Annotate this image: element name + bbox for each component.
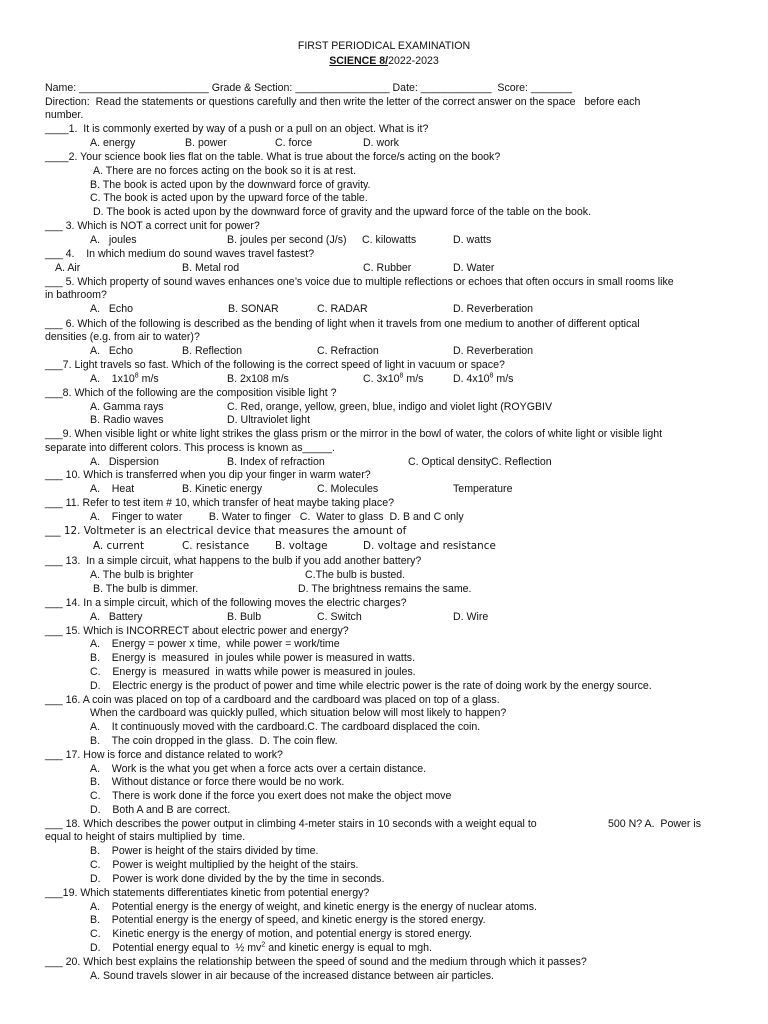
q2-option-c: C. The book is acted upon by the upward force of the table. bbox=[90, 192, 368, 204]
q3-option-a: A. joules bbox=[90, 234, 137, 246]
q7-option-a: A. $1x10^8$ m/s bbox=[90, 372, 159, 385]
q3-option-b: B. joules per second (J/s) bbox=[227, 234, 347, 246]
q6-stem-line-2: densities (e.g. from air to water)? bbox=[45, 331, 200, 343]
q7-option-b: B. 2x108 m/s bbox=[227, 373, 289, 385]
q7-option-c: C. $3x10^8$ m/s bbox=[363, 372, 424, 385]
q11-stem: ___ 11. Refer to test item # 10, which transfer of heat maybe taking place? bbox=[45, 497, 395, 509]
q13-option-d: D. The brightness remains the same. bbox=[298, 583, 472, 595]
exam-title: FIRST PERIODICAL EXAMINATION bbox=[297, 40, 471, 52]
q1-stem: ____1. It is commonly exerted by way of a push or a pull on an object. What is it? bbox=[45, 123, 429, 135]
q2-option-b: B. The book is acted upon by the downward force of gravity. bbox=[90, 179, 371, 191]
q8-option-b: B. Radio waves bbox=[90, 414, 164, 426]
q5-option-c: C. RADAR bbox=[317, 303, 368, 315]
q18-stem-line-2: equal to height of stairs multiplied by time. bbox=[45, 831, 246, 843]
q20-stem: ___ 20. Which best explains the relationship between the speed of sound and the medium through which it passes? bbox=[45, 956, 587, 968]
q16-options-a-c: A. It continuously moved with the cardboard.C. The cardboard displaced the coin. bbox=[90, 721, 481, 733]
q8-option-d: D. Ultraviolet light bbox=[227, 414, 311, 426]
q17-stem: ___ 17. How is force and distance related to work? bbox=[45, 749, 283, 761]
q17-option-a: A. Work is the what you get when a force acts over a certain distance. bbox=[90, 763, 427, 775]
q16-stem-line-2: When the cardboard was quickly pulled, which situation below will most likely to happen? bbox=[90, 707, 507, 719]
school-year: 2022-2023 bbox=[388, 55, 439, 67]
q15-stem: ___ 15. Which is INCORRECT about electric power and energy? bbox=[45, 625, 349, 637]
q19-option-c: C. Kinetic energy is the energy of motion, and potential energy is stored energy. bbox=[90, 928, 472, 940]
q1-option-d: D. work bbox=[363, 137, 399, 149]
q6-option-c: C. Refraction bbox=[317, 345, 379, 357]
direction-line-2: number. bbox=[45, 109, 84, 121]
q11-options: A. Finger to water B. Water to finger C. Water to glass D. B and C only bbox=[90, 511, 464, 523]
q9-stem-line-2: separate into different colors. This process is known as_____. bbox=[45, 442, 335, 454]
q9-option-cd: C. Optical densityC. Reflection bbox=[408, 456, 552, 468]
q10-option-d: Temperature bbox=[453, 483, 513, 495]
q18-option-b: B. Power is height of the stairs divided by time. bbox=[90, 845, 319, 857]
q15-option-b: B. Energy is measured in joules while power is measured in watts. bbox=[90, 652, 416, 664]
q13-option-a: A. The bulb is brighter bbox=[90, 569, 194, 581]
subject-label: SCIENCE 8/ bbox=[329, 55, 389, 67]
q19-option-a: A. Potential energy is the energy of weight, and kinetic energy is the energy of nuclear atoms. bbox=[90, 901, 537, 913]
q5-option-d: D. Reverberation bbox=[453, 303, 534, 315]
q4-stem: ___ 4. In which medium do sound waves travel fastest? bbox=[45, 248, 315, 260]
q18-option-c: C. Power is weight multiplied by the height of the stairs. bbox=[90, 859, 359, 871]
q5-stem-line-2: in bathroom? bbox=[45, 289, 107, 301]
q10-option-c: C. Molecules bbox=[317, 483, 379, 495]
q6-option-d: D. Reverberation bbox=[453, 345, 534, 357]
q12-stem: ___ 12. Voltmeter is an electrical device that measures the amount of bbox=[45, 525, 407, 537]
q13-option-c: C.The bulb is busted. bbox=[305, 569, 406, 581]
q17-option-c: C. There is work done if the force you exert does not make the object move bbox=[90, 790, 452, 802]
q14-option-d: D. Wire bbox=[453, 611, 489, 623]
q8-option-c: C. Red, orange, yellow, green, blue, indigo and violet light (ROYGBIV bbox=[227, 401, 553, 413]
q16-options-b-d: B. The coin dropped in the glass. D. The coin flew. bbox=[90, 735, 338, 747]
q13-stem: ___ 13. In a simple circuit, what happens to the bulb if you add another battery? bbox=[45, 555, 422, 567]
q19-option-d: D. Potential energy equal to ½ $mv^2$ and kinetic energy is equal to mgh. bbox=[90, 941, 432, 954]
q19-option-b: B. Potential energy is the energy of speed, and kinetic energy is the stored energy. bbox=[90, 914, 486, 926]
q2-option-d: D. The book is acted upon by the downward force of gravity and the upward force of the table on the book. bbox=[93, 206, 592, 218]
q6-stem-line-1: ___ 6. Which of the following is described as the bending of light when it travels from one medium to another of different optical bbox=[45, 318, 640, 330]
q10-option-b: B. Kinetic energy bbox=[182, 483, 263, 495]
q8-stem: ___8. Which of the following are the composition visible light ? bbox=[45, 387, 337, 399]
q18-option-d: D. Power is work done divided by the by the time in seconds. bbox=[90, 873, 385, 885]
q4-option-a: A. Air bbox=[55, 262, 81, 274]
direction-line-1: Direction: Read the statements or questions carefully and then write the letter of the correct answer on the space before each bbox=[45, 96, 641, 108]
q17-option-b: B. Without distance or force there would be no work. bbox=[90, 776, 345, 788]
q3-option-c: C. kilowatts bbox=[362, 234, 417, 246]
q13-option-b: B. The bulb is dimmer. bbox=[93, 583, 199, 595]
q12-option-b: B. voltage bbox=[275, 540, 328, 552]
student-info-line: Name: ______________________ Grade & Section: ________________ Date: ____________ Score: _______ bbox=[45, 82, 573, 94]
q7-stem: ___7. Light travels so fast. Which of the following is the correct speed of light in vacuum or space? bbox=[45, 359, 505, 371]
q9-stem-line-1: ___9. When visible light or white light strikes the glass prism or the mirror in the bowl of water, the colors of white light or visible light bbox=[45, 428, 663, 440]
q1-option-a: A. energy bbox=[90, 137, 136, 149]
q8-option-a: A. Gamma rays bbox=[90, 401, 164, 413]
q6-option-a: A. Echo bbox=[90, 345, 133, 357]
q4-option-d: D. Water bbox=[453, 262, 495, 274]
q10-option-a: A. Heat bbox=[90, 483, 135, 495]
q19-stem: ___19. Which statements differentiates kinetic from potential energy? bbox=[45, 887, 370, 899]
q5-option-b: B. SONAR bbox=[228, 303, 279, 315]
q10-stem: ___ 10. Which is transferred when you dip your finger in warm water? bbox=[45, 469, 371, 481]
q7-option-d: D. $4x10^8$ m/s bbox=[453, 372, 514, 385]
q4-option-b: B. Metal rod bbox=[182, 262, 240, 274]
q12-option-a: A. current bbox=[93, 540, 145, 552]
exam-subject-year bbox=[0, 55, 768, 67]
q5-stem-line-1: ___ 5. Which property of sound waves enhances one’s voice due to multiple reflections or echoes that often occurs in small rooms like bbox=[45, 276, 674, 288]
q20-option-a: A. Sound travels slower in air because of the increased distance between air particles. bbox=[90, 970, 494, 982]
q14-option-b: B. Bulb bbox=[227, 611, 262, 623]
q1-option-c: C. force bbox=[275, 137, 313, 149]
q6-option-b: B. Reflection bbox=[182, 345, 243, 357]
q12-option-d: D. voltage and resistance bbox=[363, 540, 496, 552]
q2-option-a: A. There are no forces acting on the book so it is at rest. bbox=[93, 165, 357, 177]
q2-stem: ____2. Your science book lies flat on the table. What is true about the force/s acting on the book? bbox=[45, 151, 501, 163]
q5-option-a: A. Echo bbox=[90, 303, 133, 315]
q14-stem: ___ 14. In a simple circuit, which of the following moves the electric charges? bbox=[45, 597, 407, 609]
q1-option-b: B. power bbox=[185, 137, 227, 149]
q14-option-c: C. Switch bbox=[317, 611, 362, 623]
q4-option-c: C. Rubber bbox=[363, 262, 412, 274]
q15-option-c: C. Energy is measured in watts while power is measured in joules. bbox=[90, 666, 416, 678]
q15-option-d: D. Electric energy is the product of power and time while electric power is the rate of doing work by the energy source. bbox=[90, 680, 652, 692]
q18-stem-line-1: ___ 18. Which describes the power output in climbing 4-meter stairs in 10 seconds with a weight equal to bbox=[45, 818, 537, 830]
q12-option-c: C. resistance bbox=[182, 540, 250, 552]
q17-option-d: D. Both A and B are correct. bbox=[90, 804, 231, 816]
q14-option-a: A. Battery bbox=[90, 611, 143, 623]
q9-option-b: B. Index of refraction bbox=[227, 456, 325, 468]
q3-option-d: D. watts bbox=[453, 234, 492, 246]
q16-stem-line-1: ___ 16. A coin was placed on top of a cardboard and the cardboard was placed on top of a glass. bbox=[45, 694, 500, 706]
q9-option-a: A. Dispersion bbox=[90, 456, 159, 468]
q3-stem: ___ 3. Which is NOT a correct unit for power? bbox=[45, 220, 260, 232]
q15-option-a: A. Energy = power x time, while power = work/time bbox=[90, 638, 340, 650]
q18-stem-line-1b: 500 N? A. Power is bbox=[608, 818, 702, 830]
